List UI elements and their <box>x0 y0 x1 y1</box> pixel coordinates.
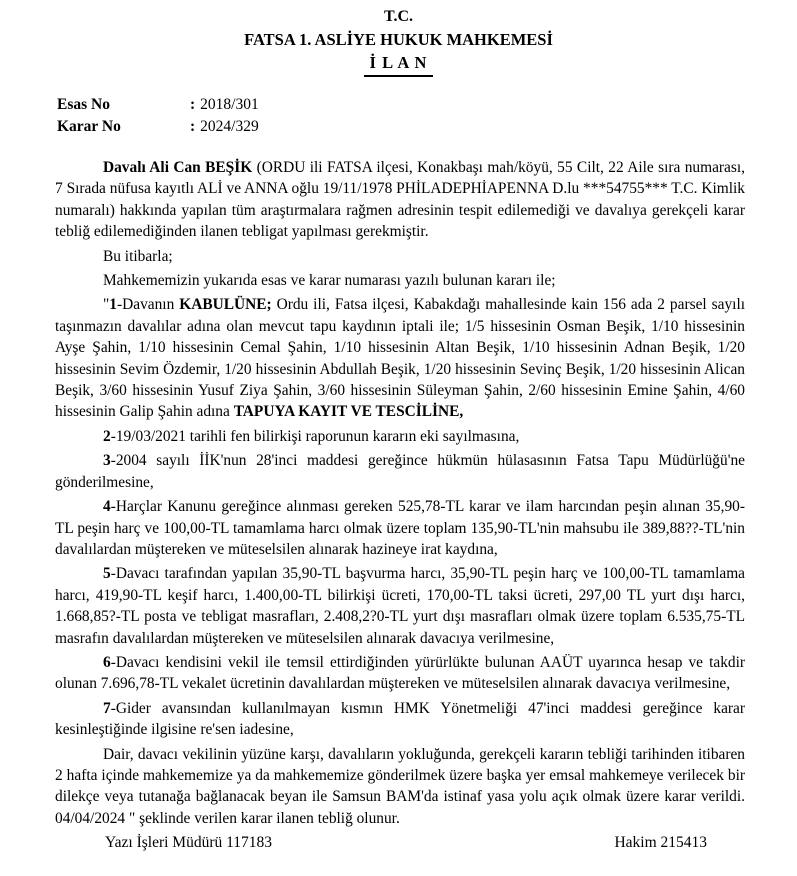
text-run: -Harçlar Kanunu gereğince alınması gereken 525,78-TL karar ve ilam harcından peşin alınan 35,90-TL peşin harç ve 100,00-TL tamamlama harcı olmak üzere toplam 135,90-TL'nin mahsubu ile 389,88??-TL'nin davalılardan müştereken ve müteselsilen alınarak hazineye irat kaydına, <box>55 498 745 558</box>
paragraph-1 <box>55 157 745 243</box>
court-name: FATSA 1. ASLİYE HUKUK MAHKEMESİ <box>244 30 553 49</box>
esas-no-label: Esas No <box>57 96 110 113</box>
republic-header: T.C. <box>383 8 414 25</box>
text-run: -2004 sayılı İİK'nun 28'inci maddesi gereğince hükmün hülasasının Fatsa Tapu Müdürlüğü'ne gönderilmesine, <box>55 452 745 491</box>
karar-no-value: 2024/329 <box>200 118 259 135</box>
bold-text-run: TAPUYA KAYIT VE TESCİLİNE, <box>233 403 464 421</box>
paragraph-11 <box>55 744 745 830</box>
text-run: Dair, davacı vekilinin yüzüne karşı, davalıların yokluğunda, gerekçeli kararın tebliği tarihinden itibaren 2 hafta içinde mahkememize ya da mahkememize gönderilmek üzere başka yer emsal mahkemeye verilecek bir dilekçe veya tutanağa bağlanacak beyan ile Samsun BAM'da istinaf yasa yolu açık olmak üzere karar verildi. 04/04/2024 " şeklinde verilen karar ilanen tebliğ olunur. <box>55 745 745 827</box>
text-run: -Davacı kendisini vekil ile temsil ettirdiğinden yürürlükte bulunan AAÜT uyarınca hesap ve takdir olunan 7.696,78-TL vekalet ücretinin davalılardan müştereken ve müteselsilen alınarak davacıya verilmesine, <box>55 653 745 693</box>
text-run: Ordu ili, Fatsa ilçesi, Kabakdağı mahallesinde kain 156 ada 2 parsel sayılı taşınmazın davalılar adına olan mevcut tapu kaydının iptali ile; 1/5 hissesinin Osman Beşik, 1/10 hissesinin Ayşe Şahin, 1/10 hissesinin Cemal Şahin, 1/10 hissesinin Altan Beşik, 1/10 hissesinin Adnan Beşik, 1/20 hissesinin Sevim Özdemir, 1/20 hissesinin Abdullah Beşik, 1/20 hissesinin Sevinç Beşik, 1/20 hissesinin Alican Beşik, 3/60 hissesinin Yusuf Ziya Şahin, 3/60 hissesinin Süleyman Şahin, 2/60 hissesinin Emine Şahin, 4/60 hissesinin Galip Şahin adına <box>55 296 745 421</box>
text-run: Mahkememizin yukarıda esas ve karar numarası yazılı bulunan kararı ile; <box>103 272 556 290</box>
text-run: Bu itibarla; <box>103 247 173 265</box>
paragraph-7 <box>55 496 745 560</box>
paragraph-5 <box>55 426 745 447</box>
document-header <box>0 0 797 77</box>
case-info <box>57 94 745 138</box>
text-run: -Davanın <box>117 296 180 314</box>
esas-no-value: 2018/301 <box>200 96 259 113</box>
bold-text-run: Davalı Ali Can BEŞİK <box>103 159 253 176</box>
bold-text-run: 1 <box>109 296 117 314</box>
paragraph-10 <box>55 698 745 741</box>
bold-text-run: 6 <box>103 653 111 671</box>
karar-no-row <box>57 116 745 138</box>
text-run: -Davacı tarafından yapılan 35,90-TL başvurma harcı, 35,90-TL peşin harç ve 100,00-TL tamamlama harcı, 419,90-TL keşif harcı, 1.400,00-TL bilirkişi ücreti, 170,00-TL taksi ücreti, 297,00 TL yurt dışı harcı, 1.668,85?-TL posta ve tebligat masrafları, 2.408,2?0-TL yurt dışı masrafları olmak üzere toplam 6.535,75-TL masrafın davalılardan müştereken ve müteselsilen alınarak davacıya verilmesine, <box>55 565 745 647</box>
bold-text-run: 5 <box>103 565 111 583</box>
text-run: " <box>103 296 110 314</box>
announcement-title-text: İ L A N <box>364 52 434 77</box>
bold-text-run: KABULÜNE; <box>179 296 272 314</box>
paragraph-2 <box>55 246 745 267</box>
text-run: (ORDU ili FATSA ilçesi, Konakbaşı mah/köyü, 55 Cilt, 22 Aile sıra numarası, 7 Sırada nüfusa kayıtlı ALİ ve ANNA oğlu 19/11/1978 PHİLADEPHİAPENNA D.lu ***54755*** T.C. Kimlik numaralı) hakkında yapılan tüm araştırmalara rağmen adresinin tespit edilemediği ve davalıya gerekçeli karar tebliğ edilemediğinden ilanen tebligat yapılması gerekmiştir. <box>55 159 745 241</box>
announcement-title <box>0 52 797 77</box>
paragraph-9 <box>55 652 745 695</box>
esas-no-colon: : <box>190 96 196 113</box>
bold-text-run: 7 <box>103 699 111 717</box>
clerk-signature: Yazı İşleri Müdürü 117183 <box>105 834 273 851</box>
paragraph-8 <box>55 563 745 649</box>
bold-text-run: 2 <box>103 427 111 445</box>
bold-text-run: 3 <box>103 452 111 470</box>
document-footer <box>105 832 707 854</box>
judge-signature: Hakim 215413 <box>614 834 707 851</box>
paragraph-4 <box>55 294 745 422</box>
document-body <box>55 157 745 829</box>
text-run: -19/03/2021 tarihli fen bilirkişi raporunun kararın eki sayılmasına, <box>110 427 520 445</box>
karar-no-colon: : <box>190 118 196 135</box>
paragraph-6 <box>55 450 745 493</box>
bold-text-run: 4 <box>103 498 111 516</box>
esas-no-row <box>57 94 745 116</box>
text-run: -Gider avansından kullanılmayan kısmın HMK Yönetmeliği 47'inci maddesi gereğince karar kesinleştiğinde ilgisine re'sen iadesine, <box>55 699 745 739</box>
karar-no-label: Karar No <box>57 118 121 135</box>
paragraph-3 <box>55 270 745 291</box>
